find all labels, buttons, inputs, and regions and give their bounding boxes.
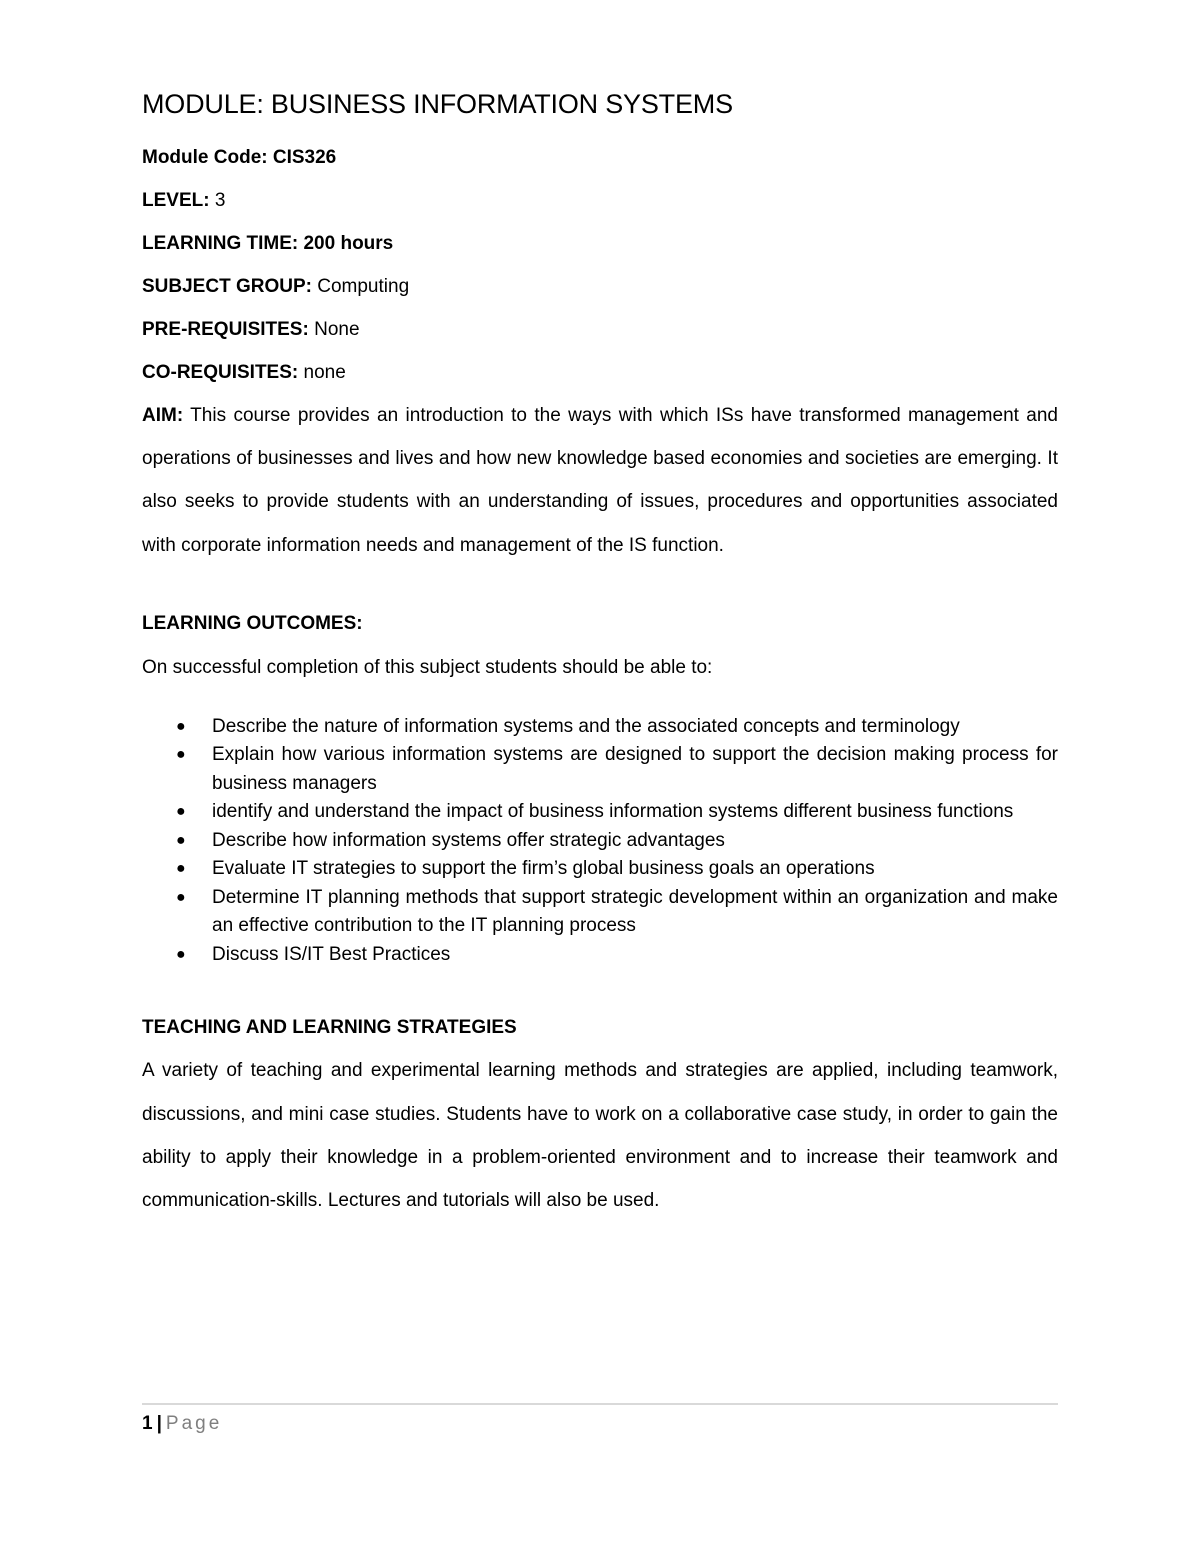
meta-module-code — [142, 136, 1058, 179]
module-title: MODULE: BUSINESS INFORMATION SYSTEMS — [142, 89, 733, 119]
bullet-icon: ● — [176, 888, 186, 906]
meta-label: Module Code: CIS326 — [142, 147, 337, 168]
list-item-text: identify and understand the impact of business information systems different business functions — [212, 801, 1014, 823]
meta-pre-requisites — [142, 308, 1058, 351]
page-footer — [142, 1410, 222, 1438]
aim-label: AIM: — [142, 405, 184, 426]
list-item-text: Determine IT planning methods that support strategic development within an organization and make an effective contribution to the IT planning process — [212, 886, 1058, 937]
document-page — [142, 84, 1058, 1222]
learning-outcomes-intro: On successful completion of this subject students should be able to: — [142, 656, 713, 678]
bullet-icon: ● — [176, 945, 186, 963]
page-label: Page — [165, 1413, 223, 1434]
teaching-strategies-paragraph: A variety of teaching and experimental learning methods and strategies are applied, including teamwork, discussions, and mini case studies. Students have to work on a collaborative case study, in order to gain the ability to apply their knowledge in a problem-oriented environment and to increase their teamwork and communication-skills. Lectures and tutorials will also be used. — [142, 1060, 1058, 1211]
meta-label: LEVEL: — [142, 190, 210, 211]
list-item — [142, 741, 1058, 798]
page-number: 1 — [142, 1413, 153, 1434]
meta-value: 3 — [209, 190, 226, 211]
meta-label: PRE-REQUISITES: — [142, 319, 309, 340]
learning-outcomes-heading: LEARNING OUTCOMES: — [142, 612, 363, 634]
meta-co-requisites — [142, 351, 1058, 394]
list-item — [142, 713, 1058, 742]
meta-value: None — [308, 319, 360, 340]
bullet-icon: ● — [176, 803, 186, 821]
list-item — [142, 827, 1058, 856]
meta-label: SUBJECT GROUP: — [142, 276, 312, 297]
list-item-text: Evaluate IT strategies to support the firm’s global business goals an operations — [212, 858, 875, 880]
bullet-icon: ● — [176, 831, 186, 849]
meta-label: LEARNING TIME: 200 hours — [142, 233, 394, 254]
list-item-text: Discuss IS/IT Best Practices — [212, 943, 451, 965]
list-item — [142, 884, 1058, 941]
aim-paragraph — [142, 394, 1058, 567]
meta-label: CO-REQUISITES: — [142, 362, 299, 383]
teaching-strategies-heading: TEACHING AND LEARNING STRATEGIES — [142, 1017, 517, 1039]
list-item — [142, 798, 1058, 827]
list-item — [142, 855, 1058, 884]
meta-learning-time — [142, 222, 1058, 265]
learning-outcomes-list — [142, 713, 1058, 970]
bullet-icon: ● — [176, 860, 186, 878]
meta-value: none — [298, 362, 346, 383]
list-item — [142, 941, 1058, 970]
list-item-text: Describe how information systems offer strategic advantages — [212, 829, 725, 851]
bullet-icon: ● — [176, 746, 186, 764]
meta-value: Computing — [311, 276, 410, 297]
footer-separator: | — [156, 1413, 162, 1434]
meta-level — [142, 179, 1058, 222]
list-item-text: Explain how various information systems are designed to support the decision making process for business managers — [212, 744, 1058, 794]
bullet-icon: ● — [176, 717, 186, 735]
meta-subject-group — [142, 265, 1058, 308]
list-item-text: Describe the nature of information systems and the associated concepts and terminology — [212, 715, 960, 737]
aim-text: This course provides an introduction to the ways with which ISs have transformed management and operations of businesses and lives and how new knowledge based economies and societies are emerging. It also seeks to provide students with an understanding of issues, procedures and opportunities associated with corporate information needs and management of the IS function. — [142, 405, 1058, 556]
footer-divider — [142, 1403, 1058, 1405]
